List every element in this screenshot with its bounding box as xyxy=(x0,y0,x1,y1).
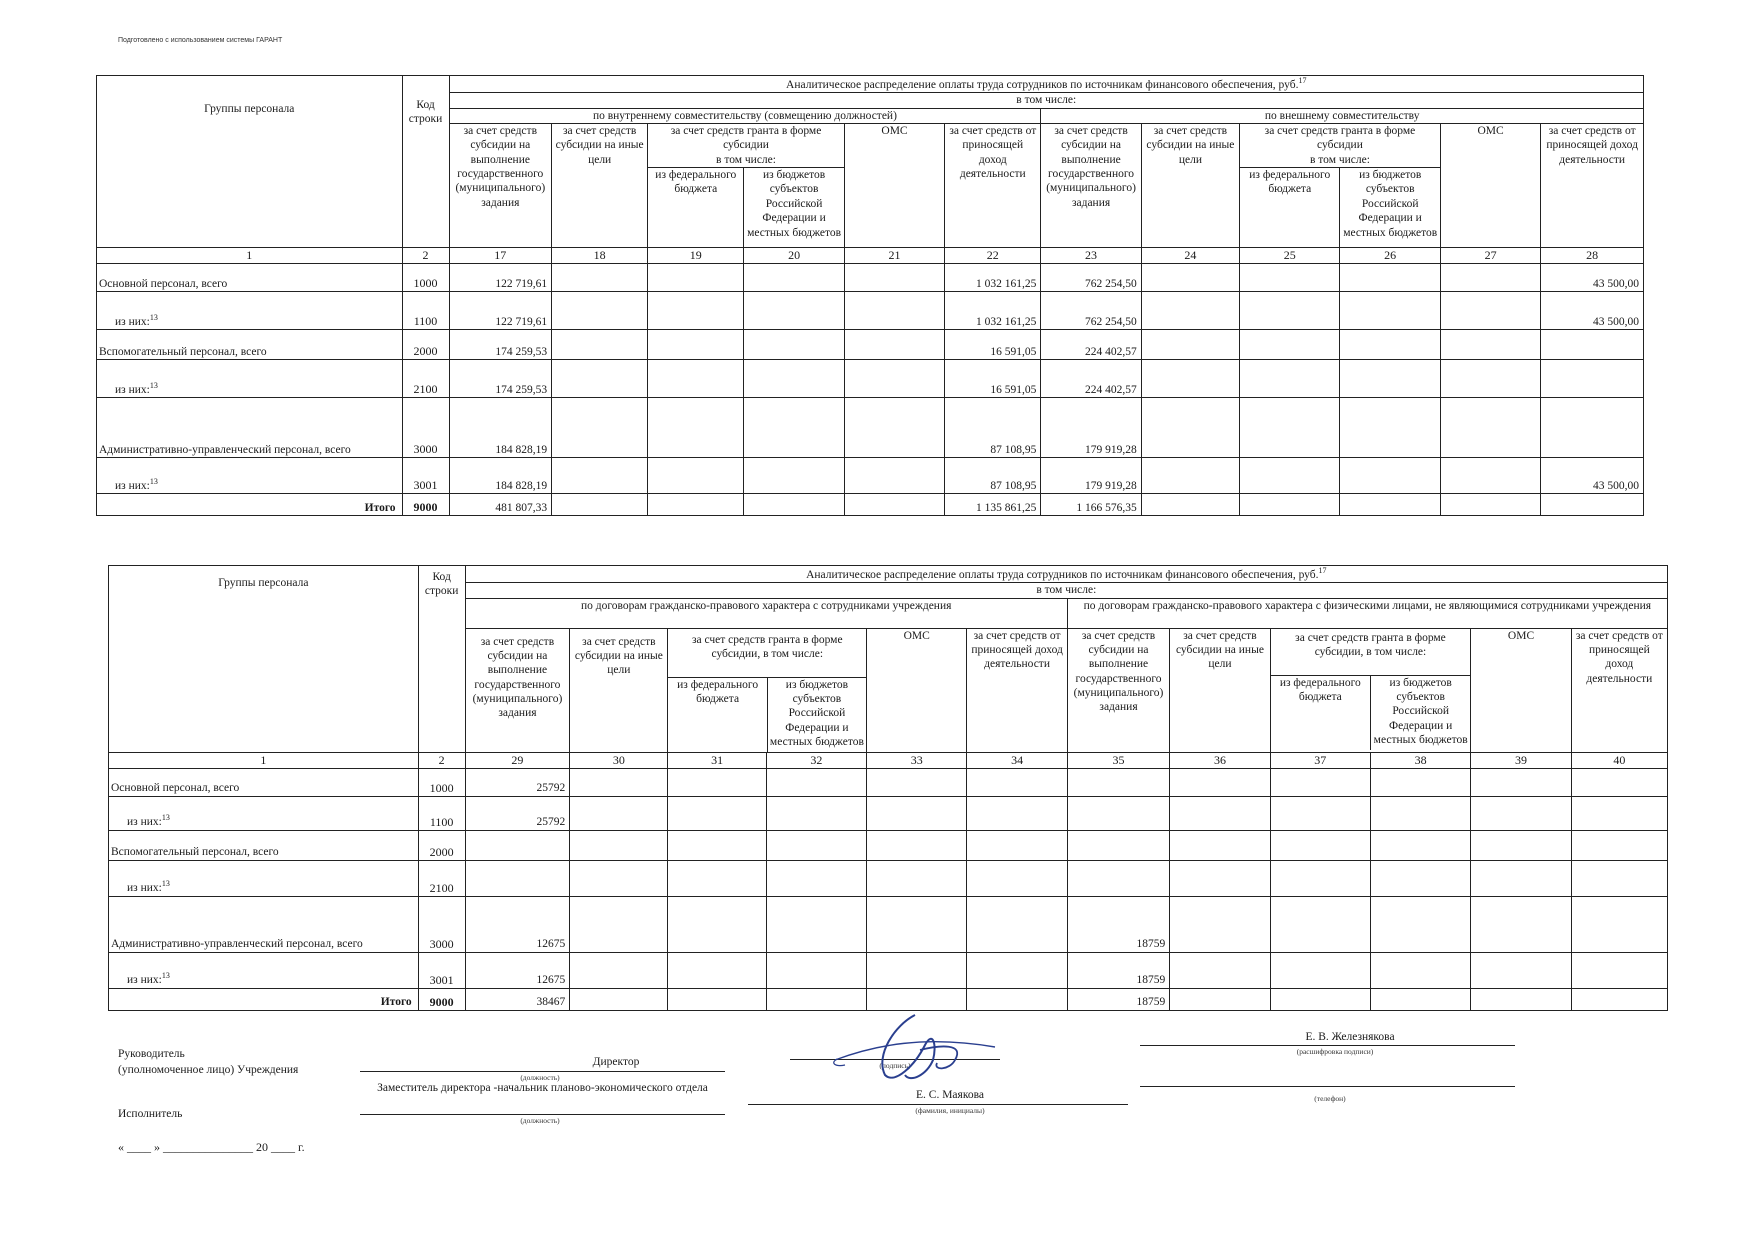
head-label-1: Руководитель xyxy=(118,1048,185,1060)
signature-caption: (подпись) xyxy=(879,1061,911,1070)
date-line: « ____ » _______________ 20 ____ г. xyxy=(118,1140,305,1154)
column-numbers-2: 1 2 29 30 31 32 33 34 35 36 37 38 39 40 xyxy=(109,752,1668,768)
executor-name-caption: (фамилия, инициалы) xyxy=(915,1106,985,1115)
table2-title: Аналитическое распределение оплаты труда сотрудников по источникам финансового обеспечения, руб.$^{17}$ xyxy=(465,566,1667,583)
col-federal-2-ext: из федерального бюджета xyxy=(1271,676,1371,750)
executor-label: Исполнитель xyxy=(118,1108,183,1120)
col-grant-2-ext: за счет средств гранта в форме субсидии, в том числе: из федерального бюджета из бюджетов субъектов Российской Федерации и местных бюджетов xyxy=(1270,628,1471,752)
col-oms-2: ОМС xyxy=(867,628,967,752)
col-income-2: за счет средств от приносящей доход деятельности xyxy=(967,628,1067,752)
right-block-header: по договорам гражданско-правового характера с физическими лицами, не являющимися сотрудниками учреждения xyxy=(1067,598,1667,628)
col-income: за счет средств от приносящей доход деятельности xyxy=(945,123,1041,247)
group-header-2: Группы персонала xyxy=(109,566,419,753)
col-subsidy-other-ext: за счет средств субсидии на иные цели xyxy=(1141,123,1239,247)
salary-table-2 xyxy=(108,565,1668,1011)
head-name: Е. В. Железнякова xyxy=(1305,1031,1395,1043)
col-subsidy-task-ext: за счет средств субсидии на выполнение государственного (муниципального) задания xyxy=(1041,123,1141,247)
table1-title: Аналитическое распределение оплаты труда сотрудников по источникам финансового обеспечения, руб.$^{17}$ xyxy=(449,76,1643,93)
header-note: Подготовлено с использованием системы ГАРАНТ xyxy=(118,37,283,44)
col-grant-2: за счет средств гранта в форме субсидии, в том числе: из федерального бюджета из бюджетов субъектов Российской Федерации и местных бюджетов xyxy=(668,628,867,752)
col-grant-ext: за счет средств гранта в форме субсидии в том числе: xyxy=(1240,123,1441,167)
phone-caption: (телефон) xyxy=(1314,1094,1346,1103)
table-row: Основной персонал, всего 1000 25792 xyxy=(109,768,1668,796)
col-federal-2: из федерального бюджета xyxy=(668,678,767,752)
col-income-ext: за счет средств от приносящей доход деятельности xyxy=(1541,123,1644,247)
table-row: Вспомогательный персонал, всего 2000 xyxy=(109,830,1668,860)
col-income-2-ext: за счет средств от приносящей доход деятельности xyxy=(1571,628,1667,752)
head-label-2: (уполномоченное лицо) Учреждения xyxy=(118,1064,299,1076)
code-header: Код строки xyxy=(402,76,449,248)
col-oms: ОМС xyxy=(844,123,944,247)
table-row: Административно-управленческий персонал, всего 3000 12675 18759 xyxy=(109,896,1668,952)
left-block-header: по договорам гражданско-правового характера с сотрудниками учреждения xyxy=(465,598,1067,628)
col-oms-ext: ОМС xyxy=(1440,123,1540,247)
internal-header: по внутреннему совместительству (совмещению должностей) xyxy=(449,108,1041,123)
col-regional-2: из бюджетов субъектов Российской Федерации и местных бюджетов xyxy=(769,678,864,749)
table-row: Административно-управленческий персонал, всего 3000 184 828,19 87 108,95 179 919,28 xyxy=(97,398,1644,458)
head-position: Директор xyxy=(592,1056,640,1068)
col-regional-ext: из бюджетов субъектов Российской Федерации и местных бюджетов xyxy=(1340,168,1440,248)
col-grant: за счет средств гранта в форме субсидии в том числе: xyxy=(648,123,845,167)
executor-position: Заместитель директора -начальник планово-экономического отдела xyxy=(377,1082,708,1094)
handwritten-signature xyxy=(815,1005,1015,1090)
col-regional-2-ext: из бюджетов субъектов Российской Федерации и местных бюджетов xyxy=(1373,676,1468,747)
executor-name: Е. С. Маякова xyxy=(916,1089,984,1101)
table-row: из них:$^{13}$ 1100 25792 xyxy=(109,796,1668,830)
table-row: Вспомогательный персонал, всего 2000 174 259,53 16 591,05 224 402,57 xyxy=(97,330,1644,360)
in-that-number: в том числе: xyxy=(449,93,1643,108)
col-federal-ext: из федерального бюджета xyxy=(1240,168,1340,248)
table-row: из них:$^{13}$ 1100 122 719,61 1 032 161,25 762 254,50 43 500,00 xyxy=(97,292,1644,330)
col-subsidy-task-2: за счет средств субсидии на выполнение государственного (муниципального) задания xyxy=(465,628,570,752)
col-subsidy-task: за счет средств субсидии на выполнение государственного (муниципального) задания xyxy=(449,123,552,247)
name-caption: (расшифровка подписи) xyxy=(1296,1047,1374,1056)
col-subsidy-other: за счет средств субсидии на иные цели xyxy=(552,123,648,247)
salary-table-1 xyxy=(96,75,1644,516)
total-row: Итого 9000 481 807,33 1 135 861,25 1 166 576,35 xyxy=(97,494,1644,516)
position-caption: (должность) xyxy=(520,1073,560,1082)
table-row: из них:$^{13}$ 2100 xyxy=(109,860,1668,896)
table-row: из них:$^{13}$ 2100 174 259,53 16 591,05 224 402,57 xyxy=(97,360,1644,398)
in-that-number-2: в том числе: xyxy=(465,583,1667,598)
table-row: из них:$^{13}$ 3001 184 828,19 87 108,95 179 919,28 43 500,00 xyxy=(97,458,1644,494)
executor-position-caption: (должность) xyxy=(520,1116,560,1125)
group-header: Группы персонала xyxy=(97,76,403,248)
code-header-2: Код строки xyxy=(418,566,465,753)
col-oms-2-ext: ОМС xyxy=(1471,628,1571,752)
total-row: Итого 9000 38467 18759 xyxy=(109,988,1668,1010)
col-subsidy-other-2: за счет средств субсидии на иные цели xyxy=(570,628,668,752)
col-subsidy-other-2-ext: за счет средств субсидии на иные цели xyxy=(1170,628,1270,752)
table-row: Основной персонал, всего 1000 122 719,61 1 032 161,25 762 254,50 43 500,00 xyxy=(97,264,1644,292)
column-numbers: 1 2 17 18 19 20 21 22 23 24 25 26 27 28 xyxy=(97,248,1644,264)
col-federal: из федерального бюджета xyxy=(648,168,744,248)
external-header: по внешнему совместительству xyxy=(1041,108,1644,123)
table-row: из них:$^{13}$ 3001 12675 18759 xyxy=(109,952,1668,988)
col-subsidy-task-2-ext: за счет средств субсидии на выполнение государственного (муниципального) задания xyxy=(1067,628,1170,752)
col-regional: из бюджетов субъектов Российской Федерации и местных бюджетов xyxy=(744,168,844,248)
